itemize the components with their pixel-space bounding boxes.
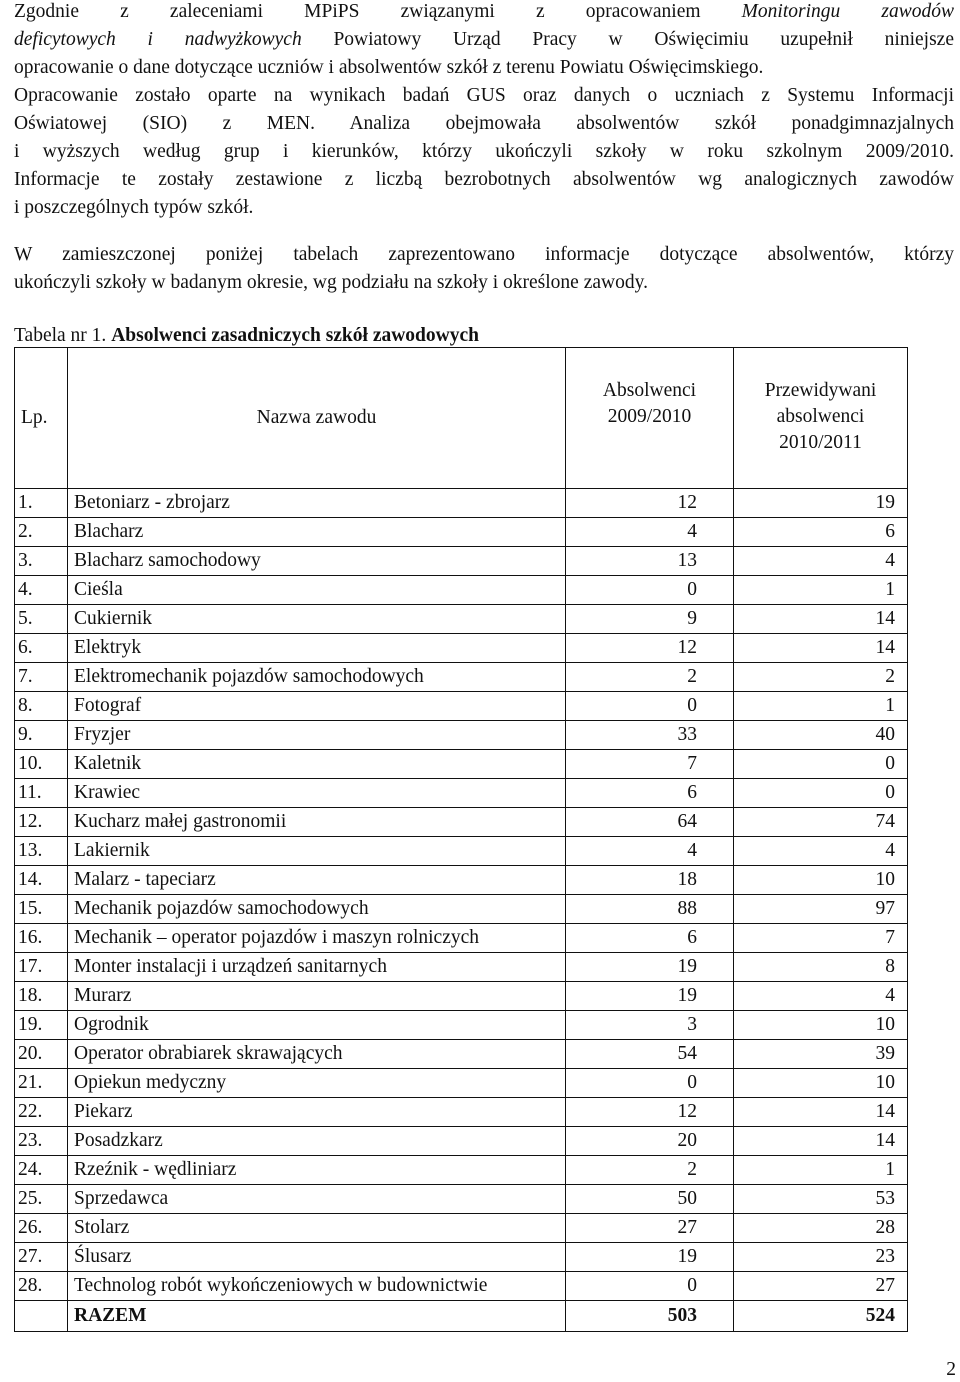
cell-graduates: 7 — [566, 750, 734, 779]
intro-text: Zgodnie z zaleceniami MPiPS związanymi z opracowaniem — [14, 1, 742, 22]
cell-lp: 14. — [15, 866, 68, 895]
description-line: W zamieszczonej poniżej tabelach zaprezentowano informacje dotyczące absolwentów, którzy — [14, 244, 954, 265]
table-row — [15, 692, 908, 721]
cell-expected-graduates: 10 — [734, 1011, 908, 1040]
cell-lp: 24. — [15, 1156, 68, 1185]
table-title-bold: Absolwenci zasadniczych szkół zawodowych — [111, 325, 479, 346]
cell-graduates: 19 — [566, 1243, 734, 1272]
cell-lp: 23. — [15, 1127, 68, 1156]
cell-graduates: 64 — [566, 808, 734, 837]
cell-profession-name: Ślusarz — [68, 1243, 566, 1272]
table-row — [15, 1069, 908, 1098]
cell-graduates: 12 — [566, 489, 734, 518]
cell-lp: 8. — [15, 692, 68, 721]
cell-profession-name: Opiekun medyczny — [68, 1069, 566, 1098]
cell-graduates: 4 — [566, 518, 734, 547]
header-graduates-line2: 2009/2010 — [607, 406, 692, 427]
table-row — [15, 518, 908, 547]
cell-expected-graduates: 39 — [734, 1040, 908, 1069]
cell-graduates: 4 — [566, 837, 734, 866]
table-header-row — [15, 348, 908, 489]
cell-graduates: 19 — [566, 982, 734, 1011]
header-graduates-line1: Absolwenci — [602, 380, 697, 401]
cell-profession-name: Fryzjer — [68, 721, 566, 750]
cell-lp: 5. — [15, 605, 68, 634]
cell-profession-name: Blacharz — [68, 518, 566, 547]
table-row — [15, 1040, 908, 1069]
cell-graduates: 18 — [566, 866, 734, 895]
cell-lp: 11. — [15, 779, 68, 808]
table-row — [15, 576, 908, 605]
cell-lp: 1. — [15, 489, 68, 518]
cell-profession-name: Elektryk — [68, 634, 566, 663]
cell-lp: 19. — [15, 1011, 68, 1040]
cell-graduates: 13 — [566, 547, 734, 576]
cell-profession-name: Betoniarz - zbrojarz — [68, 489, 566, 518]
cell-lp: 12. — [15, 808, 68, 837]
cell-expected-graduates: 1 — [734, 576, 908, 605]
cell-graduates: 20 — [566, 1127, 734, 1156]
table-title-prefix: Tabela nr 1. — [14, 325, 112, 346]
cell-profession-name: Blacharz samochodowy — [68, 547, 566, 576]
cell-expected-graduates: 0 — [734, 779, 908, 808]
table-row — [15, 808, 908, 837]
table-row — [15, 663, 908, 692]
table-row — [15, 1098, 908, 1127]
cell-profession-name: Kucharz małej gastronomii — [68, 808, 566, 837]
table-row — [15, 953, 908, 982]
cell-lp: 17. — [15, 953, 68, 982]
graduates-table — [14, 347, 908, 1332]
header-expected-line2: absolwenci — [776, 406, 865, 427]
cell-graduates: 9 — [566, 605, 734, 634]
intro-line: Informacje te zostały zestawione z liczbą bezrobotnych absolwentów wg analogicznych zawodów — [14, 169, 954, 190]
cell-graduates: 88 — [566, 895, 734, 924]
cell-profession-name: Lakiernik — [68, 837, 566, 866]
cell-lp: 16. — [15, 924, 68, 953]
cell-graduates: 12 — [566, 1098, 734, 1127]
cell-lp: 2. — [15, 518, 68, 547]
intro-emphasis: Monitoringu zawodów — [741, 1, 954, 22]
cell-expected-graduates: 6 — [734, 518, 908, 547]
cell-profession-name: Murarz — [68, 982, 566, 1011]
cell-graduates: 33 — [566, 721, 734, 750]
table-row — [15, 779, 908, 808]
intro-line: i wyższych według grup i kierunków, którzy ukończyli szkoły w roku szkolnym 2009/2010. — [14, 141, 954, 162]
intro-paragraph — [14, 0, 954, 222]
header-profession-name: Nazwa zawodu — [68, 348, 566, 489]
cell-expected-graduates: 40 — [734, 721, 908, 750]
cell-graduates: 54 — [566, 1040, 734, 1069]
cell-graduates: 6 — [566, 924, 734, 953]
table-body — [15, 489, 908, 1332]
cell-expected-graduates: 97 — [734, 895, 908, 924]
cell-lp: 22. — [15, 1098, 68, 1127]
cell-expected-graduates: 2 — [734, 663, 908, 692]
cell-expected-graduates: 53 — [734, 1185, 908, 1214]
cell-lp: 9. — [15, 721, 68, 750]
cell-profession-name: Malarz - tapeciarz — [68, 866, 566, 895]
table-row — [15, 924, 908, 953]
cell-lp: 10. — [15, 750, 68, 779]
table-row — [15, 1011, 908, 1040]
header-expected-graduates — [734, 348, 908, 489]
cell-expected-graduates: 8 — [734, 953, 908, 982]
cell-lp: 15. — [15, 895, 68, 924]
table-row — [15, 721, 908, 750]
cell-graduates: 6 — [566, 779, 734, 808]
table-row — [15, 1214, 908, 1243]
cell-expected-graduates: 10 — [734, 866, 908, 895]
intro-line — [14, 0, 954, 26]
cell-profession-name: Ogrodnik — [68, 1011, 566, 1040]
cell-graduates: 2 — [566, 1156, 734, 1185]
header-expected-line3: 2010/2011 — [779, 432, 862, 453]
cell-lp: 20. — [15, 1040, 68, 1069]
cell-profession-name: Posadzkarz — [68, 1127, 566, 1156]
cell-expected-graduates: 23 — [734, 1243, 908, 1272]
cell-lp: 6. — [15, 634, 68, 663]
cell-expected-graduates: 74 — [734, 808, 908, 837]
cell-expected-graduates: 4 — [734, 982, 908, 1011]
cell-graduates: 3 — [566, 1011, 734, 1040]
intro-emphasis: deficytowych i nadwyżkowych — [14, 29, 302, 50]
cell-expected-graduates: 4 — [734, 547, 908, 576]
cell-total-graduates: 503 — [566, 1301, 734, 1332]
cell-graduates: 0 — [566, 1069, 734, 1098]
table-row — [15, 547, 908, 576]
cell-lp: 7. — [15, 663, 68, 692]
cell-lp: 4. — [15, 576, 68, 605]
table-row — [15, 1243, 908, 1272]
header-expected-line1: Przewidywani — [764, 380, 877, 401]
intro-line: Oświatowej (SIO) z MEN. Analiza obejmowała absolwentów szkół ponadgimnazjalnych — [14, 113, 954, 134]
cell-lp: 28. — [15, 1272, 68, 1301]
intro-line: Opracowanie zostało oparte na wynikach badań GUS oraz danych o uczniach z Systemu Informacji — [14, 85, 954, 106]
cell-lp: 25. — [15, 1185, 68, 1214]
table-row — [15, 866, 908, 895]
table-row — [15, 895, 908, 924]
cell-expected-graduates: 1 — [734, 692, 908, 721]
cell-graduates: 0 — [566, 1272, 734, 1301]
cell-profession-name: Cieśla — [68, 576, 566, 605]
cell-expected-graduates: 0 — [734, 750, 908, 779]
table-row — [15, 1272, 908, 1301]
cell-graduates: 0 — [566, 576, 734, 605]
table-row — [15, 982, 908, 1011]
cell-expected-graduates: 14 — [734, 634, 908, 663]
page-number: 2 — [946, 1359, 956, 1380]
cell-graduates: 2 — [566, 663, 734, 692]
table-row — [15, 1127, 908, 1156]
cell-expected-graduates: 7 — [734, 924, 908, 953]
intro-line: opracowanie o dane dotyczące uczniów i absolwentów szkół z terenu Powiatu Oświęcimskiego. — [14, 57, 764, 78]
cell-lp: 13. — [15, 837, 68, 866]
cell-expected-graduates: 1 — [734, 1156, 908, 1185]
table-total-row — [15, 1301, 908, 1332]
table-row — [15, 1185, 908, 1214]
table-title — [14, 322, 479, 350]
cell-graduates: 0 — [566, 692, 734, 721]
cell-profession-name: Technolog robót wykończeniowych w budownictwie — [68, 1272, 566, 1301]
cell-lp: 26. — [15, 1214, 68, 1243]
cell-profession-name: Sprzedawca — [68, 1185, 566, 1214]
cell-profession-name: Fotograf — [68, 692, 566, 721]
cell-expected-graduates: 27 — [734, 1272, 908, 1301]
intro-line — [14, 26, 954, 54]
cell-expected-graduates: 14 — [734, 605, 908, 634]
cell-total-label: RAZEM — [68, 1301, 566, 1332]
cell-graduates: 19 — [566, 953, 734, 982]
table-description-paragraph — [14, 241, 954, 297]
cell-lp: 3. — [15, 547, 68, 576]
table-row — [15, 1156, 908, 1185]
table-row — [15, 634, 908, 663]
cell-profession-name: Elektromechanik pojazdów samochodowych — [68, 663, 566, 692]
cell-total-expected: 524 — [734, 1301, 908, 1332]
cell-profession-name: Piekarz — [68, 1098, 566, 1127]
table-row — [15, 837, 908, 866]
table-row — [15, 489, 908, 518]
cell-profession-name: Kaletnik — [68, 750, 566, 779]
table-row — [15, 750, 908, 779]
cell-profession-name: Mechanik pojazdów samochodowych — [68, 895, 566, 924]
cell-expected-graduates: 14 — [734, 1127, 908, 1156]
cell-graduates: 12 — [566, 634, 734, 663]
cell-expected-graduates: 14 — [734, 1098, 908, 1127]
cell-profession-name: Mechanik – operator pojazdów i maszyn rolniczych — [68, 924, 566, 953]
cell-graduates: 27 — [566, 1214, 734, 1243]
cell-expected-graduates: 19 — [734, 489, 908, 518]
header-lp: Lp. — [15, 348, 68, 489]
cell-lp: 21. — [15, 1069, 68, 1098]
cell-lp: 18. — [15, 982, 68, 1011]
cell-profession-name: Rzeźnik - wędliniarz — [68, 1156, 566, 1185]
intro-line: i poszczególnych typów szkół. — [14, 197, 254, 218]
intro-text: Powiatowy Urząd Pracy w Oświęcimiu uzupełnił niniejsze — [301, 29, 954, 50]
header-graduates — [566, 348, 734, 489]
cell-total-lp — [15, 1301, 68, 1332]
table-row — [15, 605, 908, 634]
cell-lp: 27. — [15, 1243, 68, 1272]
cell-graduates: 50 — [566, 1185, 734, 1214]
cell-profession-name: Cukiernik — [68, 605, 566, 634]
cell-profession-name: Operator obrabiarek skrawających — [68, 1040, 566, 1069]
cell-expected-graduates: 4 — [734, 837, 908, 866]
cell-expected-graduates: 10 — [734, 1069, 908, 1098]
cell-profession-name: Stolarz — [68, 1214, 566, 1243]
cell-profession-name: Monter instalacji i urządzeń sanitarnych — [68, 953, 566, 982]
cell-expected-graduates: 28 — [734, 1214, 908, 1243]
cell-profession-name: Krawiec — [68, 779, 566, 808]
description-line: ukończyli szkoły w badanym okresie, wg podziału na szkoły i określone zawody. — [14, 272, 648, 293]
